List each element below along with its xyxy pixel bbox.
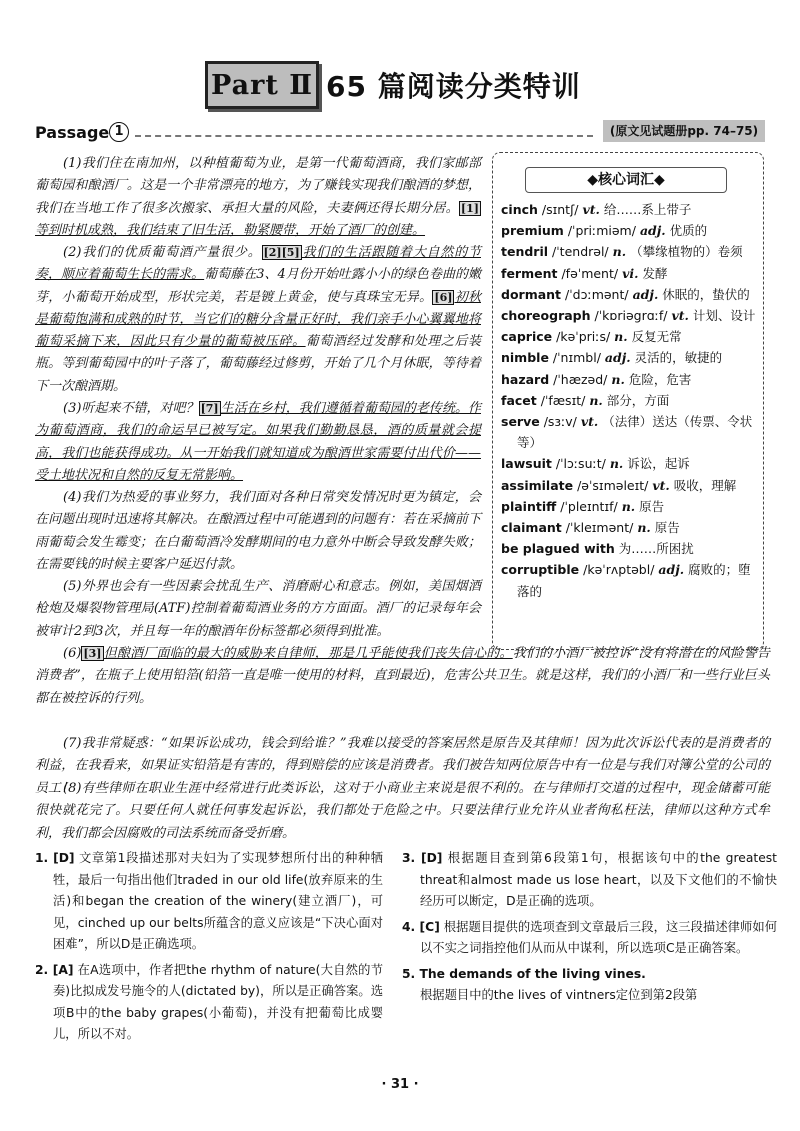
vocab-word: corruptible [501, 562, 580, 578]
part-badge: Part Ⅱ [205, 61, 319, 109]
vocab-word: facet [501, 392, 537, 408]
vocab-word: ferment [501, 265, 558, 281]
vocab-item [501, 326, 763, 347]
vocab-definition: 为……所困扰 [618, 541, 694, 557]
vocabulary-box [492, 152, 764, 650]
page-header [0, 55, 800, 115]
vocab-phonetic: /sɪntʃ/ [541, 202, 579, 217]
paragraph-1-text: (1)我们住在南加州，以种植葡萄为业，是第一代葡萄酒商，我们家邮部葡萄园和酿酒厂。这是一个非常漂亮的地方，为了赚钱实现我们酿酒的梦想，我们在当地工作了很多次搬家、承担大量的风险，夫妻俩还得长期分居。 [35, 156, 481, 216]
paragraph-4: (4)我们为热爱的事业努力，我们面对各种日常突发情况时更为镇定，会在问题出现时迅速将其解决。在酿酒过程中可能遇到的问题有：若在采摘前下雨葡萄会发生霉变；在白葡萄酒冷发酵期间的电力意外中断会导致发酵失败；在需要钱的时候主要客户延迟付款。 [35, 490, 481, 572]
vocab-definition: 腐败的；堕落的 [517, 562, 751, 599]
vocab-item [501, 559, 763, 601]
vocab-pos: adj. [604, 350, 631, 366]
underlined-text: 初秋是葡萄饱满和成熟的时节，当它们的糖分含量正好时，我们亲手小心翼翼地将葡萄采摘下来，因此只有少量的葡萄被压碎。 [35, 289, 481, 350]
vocab-word: serve [501, 414, 540, 430]
answer-2 [35, 960, 383, 1046]
section-title: 65 篇阅读分类特训 [326, 70, 581, 103]
answer-text: 根据题目查到第6段第1句，根据该句中的the greatest threat和almost made us lose heart，以及下文他们的不愉快经历可以断定，D是正确的选项。 [420, 851, 777, 908]
vocab-pos: n. [612, 244, 627, 260]
vocab-definition: 部分，方面 [606, 392, 670, 408]
vocab-definition: 发酵 [642, 265, 668, 281]
answer-number: 1. [D] [35, 851, 75, 865]
vocab-pos: n. [611, 371, 625, 387]
vocab-definition: 吸收，理解 [673, 477, 737, 493]
vocab-word: lawsuit [501, 456, 552, 472]
vocab-phonetic: /ˈkɒriəgrɑːf/ [594, 308, 668, 324]
answer-text: 根据题目提供的选项查到文章最后三段，这三段描述律师如何以不实之词指控他们从而从中谋利，所以选项C是正确答案。 [420, 919, 777, 955]
passage-reference: (原文见试题册pp. 74–75) [603, 120, 765, 142]
vocab-pos: n. [637, 520, 651, 536]
answer-number: 2. [A] [35, 962, 74, 977]
vocab-phonetic: /ˈhæzəd/ [553, 371, 608, 387]
answer-number: 5. [402, 966, 416, 981]
vocab-definition: 优质的 [669, 223, 708, 239]
paragraph-6 [35, 643, 770, 710]
answers-right-column [402, 848, 777, 1007]
answer-text: 文章第1段描述那对夫妇为了实现梦想所付出的种种牺牲，最后一句指出他们traded in our old life(放弃原来的生活)和began the creation of the winery(建立酒厂)，可见，cinched up our belts所蕴含的意义应该是“下决心面对困难”，所以D是正确选项。 [53, 851, 383, 951]
vocab-pos: n. [614, 329, 628, 345]
vocab-pos: vt. [652, 477, 670, 493]
vocab-pos: adj. [658, 562, 685, 578]
page-number: · 31 · [381, 1077, 419, 1092]
question-marker: [1] [460, 201, 479, 215]
paragraph-2-text: 葡萄酒经过发酵和处理之后装瓶。等到葡萄园中的叶子落了，葡萄藤经过修剪，开始了几个月休眠，等待着下一次酿酒期。 [35, 334, 481, 394]
vocab-phonetic: /ˈnɪmbl/ [552, 350, 601, 366]
vocab-word: premium [501, 223, 564, 239]
underlined-text: 等到时机成熟，我们结束了旧生活，勒紧腰带，开始了酒厂的创建。 [35, 222, 426, 238]
answer-3 [402, 848, 777, 913]
answer-4 [402, 917, 777, 960]
divider [135, 135, 593, 137]
vocab-word: plaintiff [501, 498, 557, 514]
vocab-item [501, 347, 763, 368]
vocab-word: claimant [501, 520, 562, 536]
vocab-phonetic: /ˈkleɪmənt/ [565, 520, 634, 536]
question-marker: [6] [434, 290, 453, 304]
answer-1 [35, 848, 383, 956]
paragraph-6-text: (6) [63, 646, 82, 661]
passage-header [35, 123, 765, 147]
vocab-definition: 给……系上带子 [603, 202, 692, 217]
vocab-phonetic: /sɜːv/ [543, 414, 577, 430]
paragraph-8: (8)有些律师在职业生涯中经常进行此类诉讼，这对于小商业主来说是很不利的。在与律师打交道的过程中，现金储蓄可能很快就花完了。只要任何人就任何事发起诉讼，我们都处于危险之中。只要法律行业允许从业者徇私枉法，律师以这种方式牟利，我们都会因腐败的司法系统而备受折磨。 [35, 781, 770, 841]
vocab-definition: 计划、设计 [692, 308, 756, 324]
vocab-pos: n. [621, 498, 636, 514]
paragraph-2-text: (2)我们的优质葡萄酒产量很少。 [63, 245, 262, 260]
underlined-text: 但酿酒厂面临的最大的威胁来自律师，那是几乎能使我们丧失信心的。 [103, 646, 513, 661]
vocab-phonetic: /kəˈpriːs/ [556, 329, 611, 345]
vocabulary-list [501, 199, 763, 602]
vocab-definition: 休眠的，蛰伏的 [662, 286, 750, 302]
vocab-item [501, 263, 763, 284]
vocab-phonetic: /ˈtendrəl/ [552, 244, 609, 260]
vocab-definition: 原告 [654, 520, 680, 536]
vocab-phonetic: /ˈfæsɪt/ [540, 392, 586, 408]
vocab-item [501, 199, 763, 220]
vocab-item [501, 453, 763, 474]
vocab-phonetic: /ˈlɔːsuːt/ [555, 456, 606, 472]
vocab-phonetic: /kəˈrʌptəbl/ [583, 562, 655, 578]
vocab-item [501, 538, 763, 559]
vocab-pos: adj. [639, 223, 666, 239]
paragraph-7: (7)我非常疑惑：“如果诉讼成功，钱会到给谁？”我难以接受的答案居然是原告及其律师！因为此次诉讼代表的是消费者的利益，在我看来，如果证实铅箔是有害的，得到赔偿的应该是消费者。我们被告知两位原告中有一位是与我们对簿公堂的公司的员工！ [35, 736, 770, 796]
answer-5-text: 根据题目中的the lives of vintners定位到第2段第 [420, 988, 698, 1002]
vocab-word: choreograph [501, 308, 591, 324]
vocab-word: assimilate [501, 477, 574, 493]
paragraph-1 [35, 153, 481, 242]
vocab-definition: （法律）送达（传票、令状等） [517, 414, 753, 451]
vocab-word: nimble [501, 350, 549, 366]
vocab-definition: 灵活的，敏捷的 [634, 350, 723, 366]
answer-text: 在A选项中，作者把the rhythm of nature(大自然的节奏)比拟成发号施令的人(dictated by)，所以是正确答案。选项B中的the baby grapes(小葡萄)，并没有把葡萄比成婴儿，所以不对。 [53, 962, 383, 1041]
vocabulary-title: ◆核心词汇◆ [525, 167, 727, 193]
vocab-item [501, 496, 763, 517]
vocab-word: be plagued with [501, 541, 615, 557]
vocab-pos: vi. [622, 265, 639, 281]
vocab-item [501, 220, 763, 241]
vocab-pos: n. [609, 456, 624, 472]
paragraph-2 [35, 242, 481, 398]
answer-number: 3. [D] [402, 851, 443, 865]
underlined-text: 我们的生活跟随着大自然的节奏，顺应着葡萄生长的需求。 [35, 245, 481, 283]
vocab-word: hazard [501, 371, 550, 387]
vocab-phonetic: /ˈdɔːmənt/ [565, 286, 629, 302]
passage-number: 1 [109, 122, 129, 142]
vocab-definition: （攀缘植物的）卷须 [630, 244, 743, 260]
vocab-phonetic: /fəˈment/ [561, 265, 619, 281]
vocab-word: cinch [501, 202, 538, 217]
answer-5 [402, 964, 777, 986]
vocab-word: caprice [501, 329, 553, 345]
question-marker: [7] [200, 402, 219, 415]
vocab-pos: adj. [632, 286, 659, 302]
vocab-definition: 诉讼，起诉 [627, 456, 690, 472]
paragraph-3 [35, 398, 481, 487]
answers-left-column [35, 848, 383, 1050]
vocab-item [501, 305, 763, 326]
vocab-item [501, 369, 763, 390]
vocab-phonetic: /ˈpleɪntɪf/ [560, 498, 618, 514]
vocab-definition: 反复无常 [631, 329, 682, 345]
vocab-item [501, 390, 763, 411]
vocab-item [501, 475, 763, 496]
vocab-definition: 原告 [639, 498, 665, 514]
vocab-item [501, 411, 763, 453]
vocab-item [501, 241, 763, 262]
vocab-item [501, 517, 763, 538]
vocab-pos: n. [589, 392, 603, 408]
vocab-definition: 危险，危害 [628, 371, 692, 387]
paragraph-2-text: 葡萄藤在3、4月份开始吐露小小的绿色卷曲的嫩芽，小葡萄开始成型，形状完美，若是镀上黄金，使与真珠宝无异。 [35, 267, 481, 305]
vocab-word: tendril [501, 244, 549, 260]
vocab-phonetic: /əˈsɪməleɪt/ [577, 477, 649, 493]
underlined-text: 生活在乡村，我们遵循着葡萄园的老传统。作为葡萄酒商，我们的命运早已被写定。如果我们勤勤恳恳，酒的质量就会提高，我们也能获得成功。从一开始我们就知道成为酿酒世家需要付出代价——受土地状况和自然的反复无常影响。 [35, 401, 481, 483]
answer-section [35, 848, 775, 1048]
question-marker: [3] [83, 647, 102, 660]
vocab-word: dormant [501, 286, 562, 302]
answer-number: 4. [C] [402, 919, 440, 934]
paragraph-3-text: (3)听起来不错，对吧？ [63, 401, 199, 416]
vocab-pos: vt. [671, 308, 689, 324]
answer-title: The demands of the living vines. [419, 966, 646, 981]
vocab-pos: vt. [580, 414, 599, 430]
vocab-item [501, 284, 763, 305]
vocab-pos: vt. [582, 202, 600, 217]
paragraph-6-text: 我们的小酒厂被控诉“没有将潜在的风险警告消费者”，在瓶子上使用铅箔(铅箔一直是唯一使用的材料，直到最近)，危害公共卫生。就是这样，我们的小酒厂和一些行业巨头都在被控诉的行列。 [35, 646, 770, 706]
passage-label: Passage [35, 123, 110, 142]
question-marker: [2][5] [263, 246, 300, 259]
paragraph-5: (5)外界也会有一些因素会扰乱生产、消磨耐心和意志。例如，美国烟酒枪炮及爆裂物管理局(ATF)控制着葡萄酒业务的方方面面。酒厂的记录每年会被审计2到3次，并且每一年的酿酒年份标签都必须得到批准。 [35, 579, 481, 639]
vocab-phonetic: /ˈpriːmiəm/ [567, 223, 636, 239]
